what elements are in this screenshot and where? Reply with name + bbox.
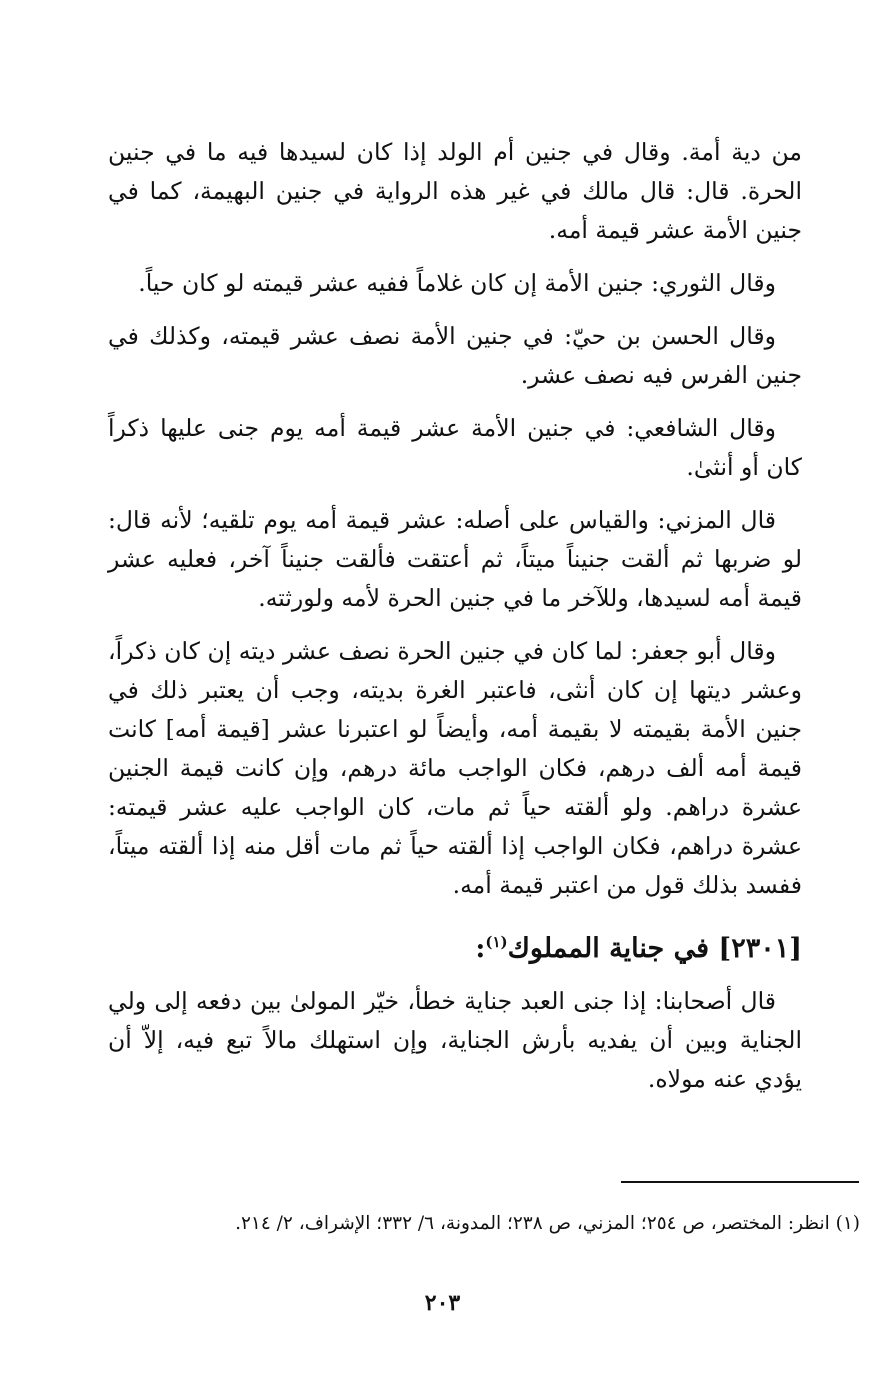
section-number: [٢٣٠١] <box>718 933 802 964</box>
section-heading <box>108 919 802 972</box>
main-text <box>108 133 802 1113</box>
paragraph-thawri: وقال الثوري: جنين الأمة إن كان غلاماً ففيه عشر قيمته لو كان حياً. <box>138 269 776 297</box>
paragraph-shafii: وقال الشافعي: في جنين الأمة عشر قيمة أمه يوم جنى عليها ذكراً كان أو أنثىٰ. <box>108 414 802 481</box>
paragraph-hasan: وقال الحسن بن حيّ: في جنين الأمة نصف عشر قيمته، وكذلك في جنين الفرس فيه نصف عشر. <box>108 322 802 389</box>
section-title: في جناية المملوك <box>507 933 710 964</box>
section-colon: : <box>475 933 486 964</box>
paragraph-1: من دية أمة. وقال في جنين أم الولد إذا كان لسيدها فيه ما في جنين الحرة. قال: قال مالك في غير هذه الرواية في جنين البهيمة، كما في جنين الأمة عشر قيمة أمه. <box>108 138 802 244</box>
footnote-divider <box>621 1181 859 1183</box>
page-number: ٢٠٣ <box>424 1290 461 1316</box>
paragraph-abu-jafar: وقال أبو جعفر: لما كان في جنين الحرة نصف عشر ديته إن كان ذكراً، وعشر ديتها إن كان أنثى، فاعتبر الغرة بديته، وجب أن يعتبر ذلك في جنين الأمة بقيمته لا بقيمة أمه، وأيضاً لو اعتبرنا عشر [قيمة أمه] كانت قيمة أمه ألف درهم، فكان الواجب مائة درهم، وإن كانت قيمة الجنين عشرة دراهم. ولو ألقته حياً ثم مات، كان الواجب عليه عشر قيمته: عشرة دراهم، فكان الواجب إذا ألقته حياً ثم مات أقل منه إذا ألقته ميتاً، ففسد بذلك قول من اعتبر قيمة أمه. <box>108 637 802 899</box>
paragraph-ashabuna: قال أصحابنا: إذا جنى العبد جناية خطأ، خيّر المولىٰ بين دفعه إلى ولي الجناية وبين أن يفديه بأرش الجناية، وإن استهلك مالاً تبع فيه، إلاّ أن يؤدي عنه مولاه. <box>108 987 802 1093</box>
paragraph-muzani: قال المزني: والقياس على أصله: عشر قيمة أمه يوم تلقيه؛ لأنه قال: لو ضربها ثم ألقت جنيناً ميتاً، ثم أعتقت فألقت جنيناً آخر، فعليه عشر قيمة أمه لسيدها، وللآخر ما في جنين الحرة لأمه ولورثته. <box>108 506 802 612</box>
footnote-reference: (١) <box>485 933 508 951</box>
footnote: (١) انظر: المختصر، ص ٢٥٤؛ المزني، ص ٢٣٨؛ المدونة، ٦/ ٣٣٢؛ الإشراف، ٢/ ٢١٤. <box>235 1212 860 1234</box>
